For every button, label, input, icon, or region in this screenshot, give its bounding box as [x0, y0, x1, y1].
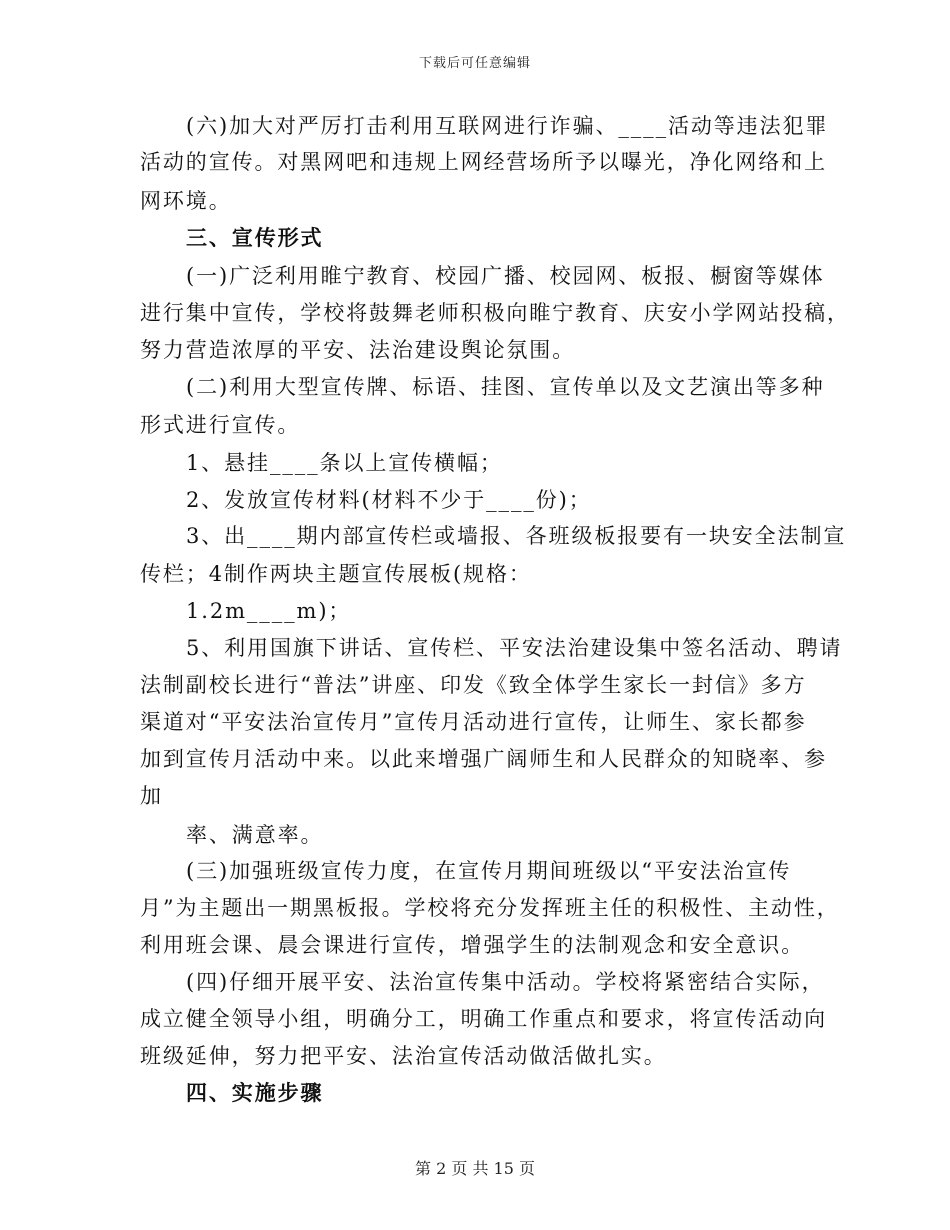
paragraph-line: 月”为主题出一期黑板报。学校将充分发挥班主任的积极性、主动性，: [140, 896, 840, 920]
paragraph-line: 3、出____期内部宣传栏或墙报、各班级板报要有一块安全法制宣: [186, 524, 847, 548]
paragraph-line: 传栏；4制作两块主题宣传展板(规格：: [140, 562, 532, 586]
page-header: 下载后可任意编辑: [418, 56, 531, 71]
paragraph-line: 努力营造浓厚的平安、法治建设舆论氛围。: [140, 338, 576, 362]
paragraph-line: 利用班会课、晨会课进行宣传，增强学生的法制观念和安全意识。: [140, 933, 805, 957]
paragraph-line: 形式进行宣传。: [140, 413, 301, 437]
paragraph-line: (六)加大对严厉打击利用互联网进行诈骗、____活动等违法犯罪: [186, 114, 829, 138]
paragraph-line: 成立健全领导小组，明确分工，明确工作重点和要求，将宣传活动向: [140, 1007, 827, 1031]
section-heading: 四、实施步骤: [186, 1080, 324, 1105]
paragraph-line: 渠道对“平安法治宣传月”宣传月活动进行宣传，让师生、家长都参: [140, 710, 807, 734]
paragraph-line: 法制副校长进行“普法”讲座、印发《致全体学生家长一封信》多方: [140, 673, 807, 697]
paragraph-line: 率、满意率。: [186, 823, 324, 847]
paragraph-line: 活动的宣传。对黑网吧和违规上网经营场所予以曝光，净化网络和上: [140, 150, 827, 174]
paragraph-line: 网环境。: [140, 189, 232, 213]
paragraph-line: 1.2m____m)；: [186, 599, 352, 623]
paragraph-line: (一)广泛利用睢宁教育、校园广播、校园网、板报、橱窗等媒体: [186, 264, 825, 288]
paragraph-line: 加到宣传月活动中来。以此来增强广阔师生和人民群众的知晓率、参: [140, 747, 827, 771]
paragraph-line: 加: [140, 784, 163, 808]
paragraph-line: 1、悬挂____条以上宣传横幅；: [186, 451, 503, 475]
paragraph-line: 班级延伸，努力把平安、法治宣传活动做活做扎实。: [140, 1044, 667, 1068]
paragraph-line: 2、发放宣传材料(材料不少于____份)；: [186, 488, 592, 512]
page-footer: 第 2 页 共 15 页: [415, 1159, 535, 1178]
section-heading: 三、宣传形式: [186, 225, 324, 250]
paragraph-line: (四)仔细开展平安、法治宣传集中活动。学校将紧密结合实际，: [186, 970, 825, 994]
paragraph-line: 5、利用国旗下讲话、宣传栏、平安法治建设集中签名活动、聘请: [186, 636, 843, 660]
paragraph-line: (三)加强班级宣传力度，在宣传月期间班级以“平安法治宣传: [186, 859, 792, 883]
paragraph-line: 进行集中宣传，学校将鼓舞老师积极向睢宁教育、庆安小学网站投稿，: [140, 301, 850, 325]
paragraph-line: (二)利用大型宣传牌、标语、挂图、宣传单以及文艺演出等多种: [186, 375, 825, 399]
